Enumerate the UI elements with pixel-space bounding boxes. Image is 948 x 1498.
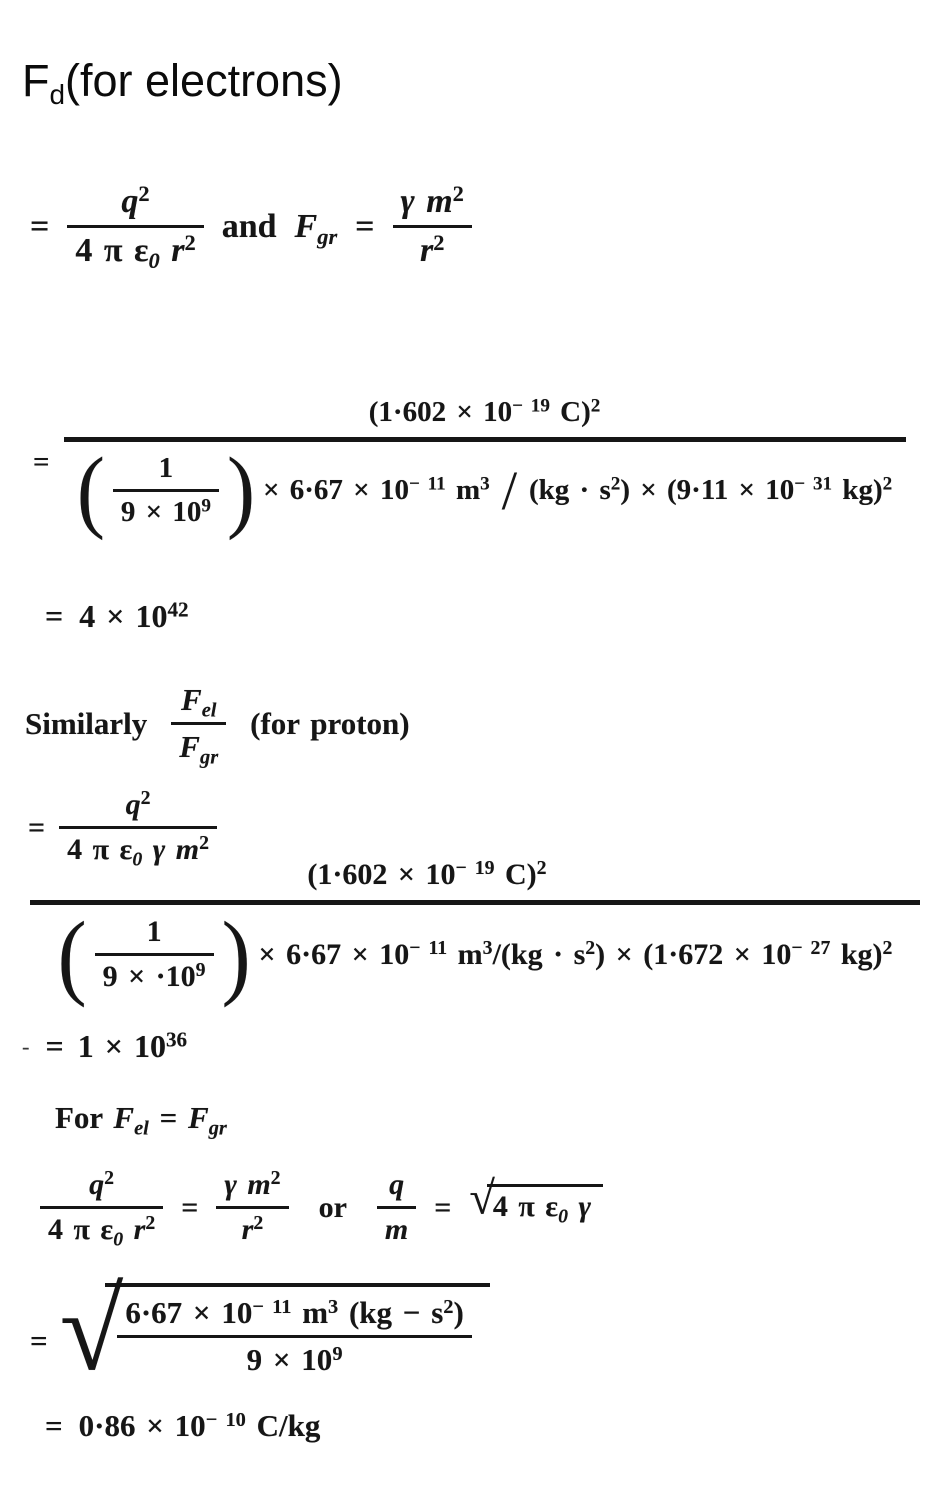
inverse-constant-fraction [95,915,214,994]
equals-sign: = [434,1190,452,1224]
fraction-denominator: $9 \times 10^9$ [113,489,219,529]
fraction-numerator: $q^2$ [125,787,151,821]
denominator-term: $(kg \cdot s^2) \times (9\cdot 11 \times 10^{- 31}$ kg)$^2$ [529,473,893,506]
fraction-numerator: 1 [146,915,162,948]
electron-ratio-result [45,598,189,635]
square-root-expression [469,1173,603,1231]
equality-condition-line [55,1100,227,1140]
equals-sign: = [181,1190,199,1224]
equals-sign: = [45,1028,64,1064]
denominator-term: × $6\cdot 67 \times 10^{- 11}$ $m^3/(kg \cdot s^2) \times (1\cdot 672 \times 10^{- 27}$ kg)$^2$ [258,936,893,971]
or-word: or [318,1190,347,1224]
equals-sign: = [45,1408,63,1443]
final-result-equation [45,1408,320,1444]
square-root-expression [59,1267,490,1399]
for-proton-label: (for proton) [250,705,410,741]
coulomb-fraction [40,1167,163,1251]
result-value: $1 \times 10^{36}$ [77,1027,188,1064]
fraction-numerator: ($1\cdot 602 \times 10^{- 19}$ C)$^2$ [307,857,547,891]
fraction-numerator: ($1\cdot 602 \times 10^{- 19}$ C)$^2$ [368,395,601,428]
charge-mass-value-equation [30,1267,490,1399]
fraction-denominator: 4 π $\varepsilon_0$ γ $m^2$ [59,826,217,867]
equals-sign: = [45,598,64,634]
similarly-word: Similarly [25,705,148,741]
fraction-numerator: 1 [158,452,174,484]
coulomb-gravity-fraction [59,787,217,871]
fraction-numerator: γ $m^2$ [400,180,464,220]
fraction-denominator: $9 \times 10^9$ [117,1335,471,1378]
fraction-denominator: 4 π $\varepsilon_0$ $r^2$ [40,1206,163,1247]
wide-fraction [30,857,920,1008]
result-value: $4 \times 10^{42}$ [79,597,189,634]
fraction-numerator: γ $m^2$ [224,1167,281,1201]
similarly-line [25,682,410,769]
radical-icon: √ [469,1173,495,1225]
fraction-numerator: $F_{el}$ [181,682,217,722]
gravity-force-symbol: $F_{gr}$ [294,207,338,249]
proton-ratio-equation [30,857,920,1008]
equals-sign: = [355,207,375,245]
fraction-numerator: $6\cdot 67 \times 10^{- 11}$ $m^3$ $(kg - s^2)$ [125,1295,464,1330]
result-value: $0\cdot 86 \times 10^{- 10}$ C/kg [78,1408,321,1443]
force-ratio-fraction [171,682,226,769]
and-word: and [221,207,277,245]
fraction-denominator: $r^2$ [393,225,472,270]
electron-ratio-equation [33,395,906,542]
charge-mass-fraction [377,1168,416,1247]
fraction-denominator: ( $\frac{1}{9 \times \cdot 10^9}$ ) × $6\cdot 67 \times 10^{- 11}$ $m^3/(kg \cdot s^2) \times (1\cdot 672 \times 10^{- 27}$ kg)$^2$ [30,900,920,994]
proton-ratio-result [22,1028,187,1065]
gravity-fraction [216,1168,288,1247]
denominator-term: × $6\cdot 67 \times 10^{- 11}$ $m^3$ [262,473,490,506]
fraction-denominator: 4 π $\varepsilon_0$ $r^2$ [67,225,203,270]
equals-sign: = [33,446,50,478]
equals-sign: = [28,810,46,844]
fraction-denominator: $9 \times \cdot 10^9$ [95,953,214,994]
radicand [105,1283,489,1378]
radicand-fraction [117,1295,471,1378]
proton-lhs-equation [28,787,217,871]
force-equality-equation [40,1167,603,1251]
coulomb-force-fraction [67,180,203,274]
fraction-denominator: m [377,1206,416,1247]
force-definitions-equation [30,180,472,274]
inverse-constant-fraction [113,452,219,529]
radicand: 4 π $\varepsilon_0$ γ [487,1184,603,1224]
fraction-numerator: q [389,1168,405,1201]
radical-icon: √ [59,1267,124,1395]
wide-fraction [64,395,906,542]
fraction-numerator: $q^2$ [121,180,150,220]
fraction-numerator: $q^2$ [89,1167,115,1201]
equals-sign: = [30,1323,48,1358]
equals-sign: = [30,207,50,245]
condition-text: For $F_{el} = F_{gr}$ [55,1100,227,1140]
fraction-denominator: $F_{gr}$ [171,722,226,765]
stray-mark: - [22,1033,30,1059]
page-title: $F_d(for$ electrons) [22,55,343,110]
fraction-denominator: ( $\frac{1}{9 \times 10^9}$ ) × $6\cdot 67 \times 10^{- 11}$ $m^3$ / $(kg \cdot s^2) \times (9\cdot 11 \times 10^{- 31}$ kg)$^2$ [64,437,906,529]
fraction-denominator: $r^2$ [216,1206,288,1247]
gravity-force-fraction [393,180,472,270]
